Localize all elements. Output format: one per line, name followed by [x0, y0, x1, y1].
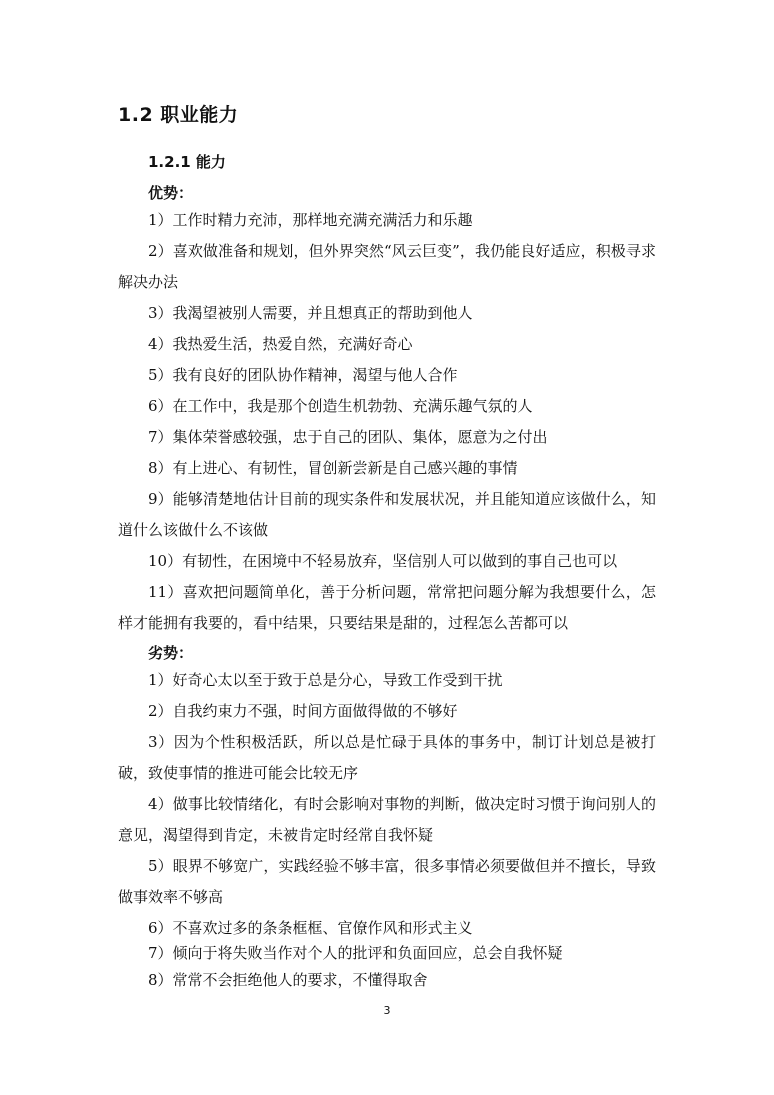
weakness-item: 8）常常不会拒绝他人的要求，不懂得取舍 — [148, 971, 428, 989]
weakness-item: 6）不喜欢过多的条条框框、官僚作风和形式主义 — [148, 919, 473, 937]
strength-item: 6）在工作中，我是那个创造生机勃勃、充满乐趣气氛的人 — [148, 397, 533, 415]
weaknesses-heading: 劣势： — [148, 644, 194, 662]
weakness-item: 3）因为个性积极活跃，所以总是忙碌于具体的事务中，制订计划总是被打破，致使事情的推进可能会比较无序 — [118, 733, 656, 782]
page-number: 3 — [383, 1004, 391, 1017]
strengths-heading: 优势： — [148, 184, 194, 202]
weakness-item: 5）眼界不够宽广，实践经验不够丰富，很多事情必须要做但并不擅长，导致做事效率不够高 — [118, 857, 656, 906]
strength-item: 10）有韧性，在困境中不轻易放弃，坚信别人可以做到的事自己也可以 — [148, 552, 618, 570]
strength-item: 4）我热爱生活，热爱自然，充满好奇心 — [148, 335, 413, 353]
weakness-item: 2）自我约束力不强，时间方面做得做的不够好 — [148, 702, 458, 720]
strength-item: 7）集体荣誉感较强，忠于自己的团队、集体，愿意为之付出 — [148, 428, 548, 446]
weakness-item: 4）做事比较情绪化，有时会影响对事物的判断，做决定时习惯于询问别人的意见，渴望得到肯定，未被肯定时经常自我怀疑 — [118, 795, 656, 844]
section-heading: 1.2 职业能力 — [118, 104, 239, 126]
strength-item: 5）我有良好的团队协作精神，渴望与他人合作 — [148, 366, 458, 384]
weakness-item: 7）倾向于将失败当作对个人的批评和负面回应，总会自我怀疑 — [148, 944, 563, 962]
subsection-heading: 1.2.1 能力 — [148, 153, 226, 171]
strength-item: 2）喜欢做准备和规划，但外界突然“风云巨变”，我仍能良好适应，积极寻求解决办法 — [118, 242, 656, 291]
strength-item: 11）喜欢把问题简单化，善于分析问题，常常把问题分解为我想要什么，怎样才能拥有我要的，看中结果，只要结果是甜的，过程怎么苦都可以 — [118, 583, 656, 632]
strength-item: 3）我渴望被别人需要，并且想真正的帮助到他人 — [148, 304, 473, 322]
weakness-item: 1）好奇心太以至于致于总是分心，导致工作受到干扰 — [148, 671, 503, 689]
strength-item: 9）能够清楚地估计目前的现实条件和发展状况，并且能知道应该做什么，知道什么该做什么不该做 — [118, 490, 656, 539]
strength-item: 8）有上进心、有韧性，冒创新尝新是自己感兴趣的事情 — [148, 459, 518, 477]
strength-item: 1）工作时精力充沛，那样地充满充满活力和乐趣 — [148, 211, 473, 229]
